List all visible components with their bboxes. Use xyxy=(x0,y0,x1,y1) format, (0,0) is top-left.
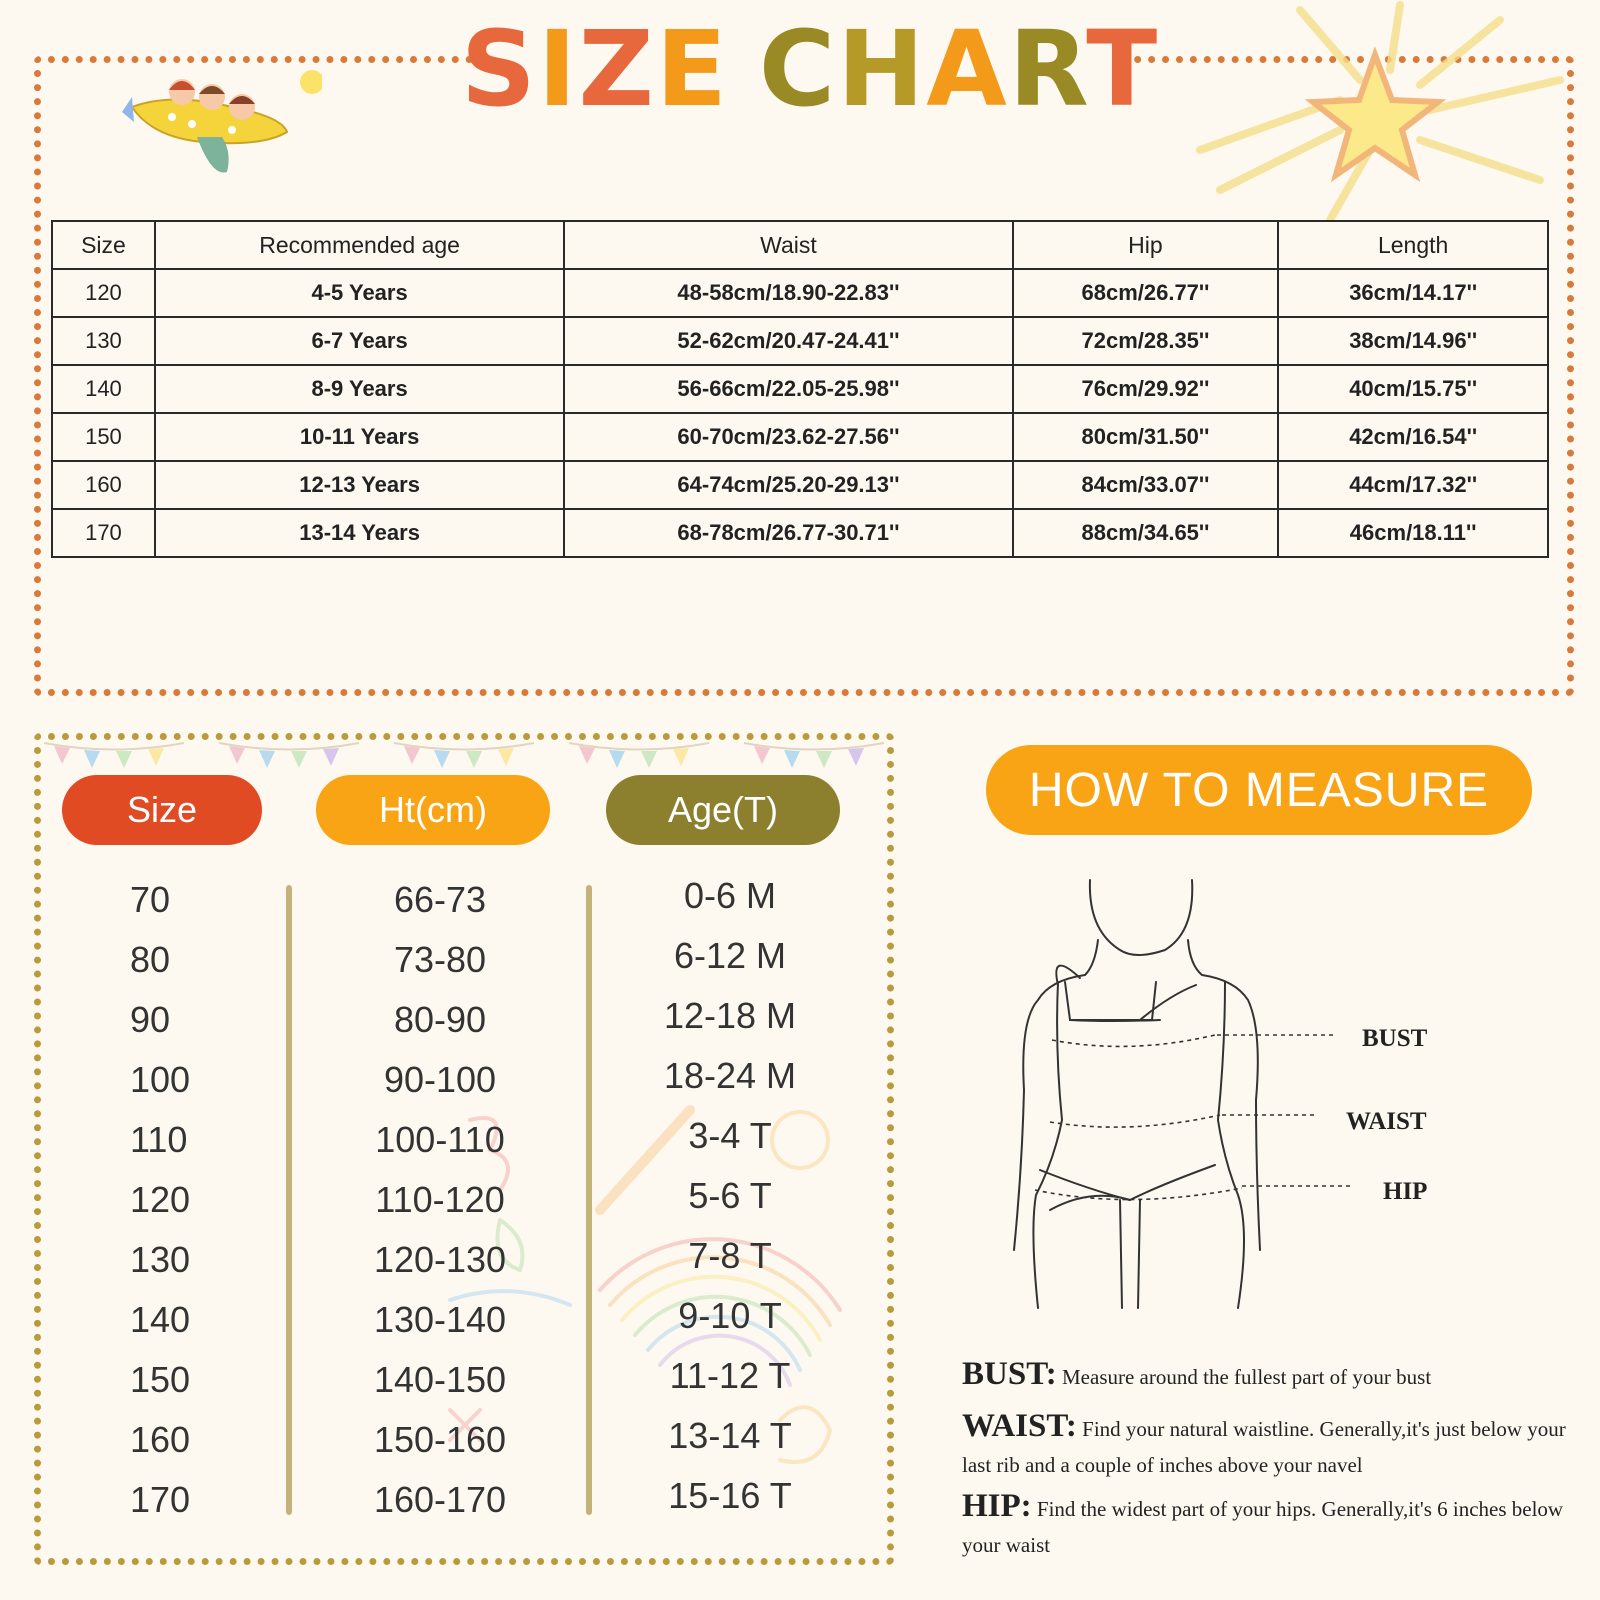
column-divider xyxy=(286,885,292,1515)
list-item: 7-8 T xyxy=(688,1235,772,1276)
hip-text: Find the widest part of your hips. Generally,it's 6 inches below your waist xyxy=(962,1497,1564,1557)
cell-length: 40cm/15.75'' xyxy=(1278,365,1548,413)
cell-length: 42cm/16.54'' xyxy=(1278,413,1548,461)
title-letter: Z xyxy=(578,8,656,130)
cell-age: 8-9 Years xyxy=(155,365,564,413)
cell-age: 6-7 Years xyxy=(155,317,564,365)
list-item: 170 xyxy=(130,1479,191,1520)
cell-hip: 84cm/33.07'' xyxy=(1013,461,1279,509)
list-item: 80-90 xyxy=(393,999,487,1040)
bunting-decoration xyxy=(44,738,884,778)
hip-label: HIP xyxy=(1383,1178,1428,1205)
table-header-row xyxy=(52,221,1548,269)
table-row xyxy=(52,365,1548,413)
hip-term: HIP: xyxy=(962,1488,1032,1524)
size-column xyxy=(130,870,240,1530)
cell-size: 170 xyxy=(52,509,155,557)
title-letter: E xyxy=(655,8,729,130)
list-item: 150 xyxy=(130,1359,191,1400)
bust-label: BUST xyxy=(1362,1025,1428,1052)
header-length: Length xyxy=(1278,221,1548,269)
how-to-measure-banner: HOW TO MEASURE xyxy=(986,745,1532,835)
waist-instruction xyxy=(962,1408,1582,1483)
cell-length: 44cm/17.32'' xyxy=(1278,461,1548,509)
waist-text: Find your natural waistline. Generally,it's just below your last rib and a couple of inches above your navel xyxy=(962,1417,1566,1477)
cell-waist: 68-78cm/26.77-30.71'' xyxy=(564,509,1012,557)
waist-label: WAIST xyxy=(1346,1108,1427,1135)
list-item: 70 xyxy=(130,879,171,920)
height-column xyxy=(340,870,540,1530)
cell-waist: 60-70cm/23.62-27.56'' xyxy=(564,413,1012,461)
cell-size: 120 xyxy=(52,269,155,317)
list-item: 150-160 xyxy=(373,1419,507,1460)
cell-size: 130 xyxy=(52,317,155,365)
title-letter: H xyxy=(837,8,927,130)
list-item: 6-12 M xyxy=(673,935,787,976)
header-waist: Waist xyxy=(564,221,1012,269)
cell-size: 160 xyxy=(52,461,155,509)
height-header-pill: Ht(cm) xyxy=(316,775,550,845)
table-row xyxy=(52,269,1548,317)
cell-hip: 68cm/26.77'' xyxy=(1013,269,1279,317)
title-letter: T xyxy=(1086,8,1160,130)
cell-hip: 76cm/29.92'' xyxy=(1013,365,1279,413)
list-item: 140 xyxy=(130,1299,191,1340)
list-item: 130-140 xyxy=(373,1299,507,1340)
list-item: 90 xyxy=(130,999,171,1040)
cell-hip: 88cm/34.65'' xyxy=(1013,509,1279,557)
list-item: 110-120 xyxy=(375,1179,505,1220)
waist-term: WAIST: xyxy=(962,1408,1077,1444)
airplane-kids-illustration xyxy=(112,52,322,182)
cell-waist: 48-58cm/18.90-22.83'' xyxy=(564,269,1012,317)
star-decoration xyxy=(1160,0,1580,230)
list-item: 11-12 T xyxy=(669,1355,791,1396)
cell-age: 12-13 Years xyxy=(155,461,564,509)
title-word-size xyxy=(461,8,729,130)
cell-waist: 64-74cm/25.20-29.13'' xyxy=(564,461,1012,509)
bust-instruction xyxy=(962,1356,1582,1395)
size-header-pill: Size xyxy=(62,775,262,845)
title-letter: C xyxy=(758,8,838,130)
list-item: 90-100 xyxy=(383,1059,497,1100)
list-item: 12-18 M xyxy=(663,995,797,1036)
title-letter: A xyxy=(926,8,1009,130)
cell-age: 13-14 Years xyxy=(155,509,564,557)
list-item: 5-6 T xyxy=(688,1175,772,1216)
list-item: 100 xyxy=(130,1059,191,1100)
cell-waist: 56-66cm/22.05-25.98'' xyxy=(564,365,1012,413)
list-item: 15-16 T xyxy=(668,1475,792,1516)
table-row xyxy=(52,461,1548,509)
title-word-chart xyxy=(759,8,1159,130)
cell-length: 46cm/18.11'' xyxy=(1278,509,1548,557)
age-header-pill: Age(T) xyxy=(606,775,840,845)
header-hip: Hip xyxy=(1013,221,1279,269)
title-letter: I xyxy=(537,8,579,130)
header-recommended-age: Recommended age xyxy=(155,221,564,269)
cell-size: 140 xyxy=(52,365,155,413)
list-item: 160 xyxy=(130,1419,191,1460)
list-item: 130 xyxy=(130,1239,191,1280)
body-outline-illustration xyxy=(1010,870,1430,1320)
cell-hip: 80cm/31.50'' xyxy=(1013,413,1279,461)
bust-term: BUST: xyxy=(962,1356,1057,1392)
list-item: 80 xyxy=(130,939,171,980)
cell-length: 36cm/14.17'' xyxy=(1278,269,1548,317)
cell-length: 38cm/14.96'' xyxy=(1278,317,1548,365)
list-item: 3-4 T xyxy=(688,1115,772,1156)
table-row xyxy=(52,317,1548,365)
list-item: 110 xyxy=(130,1119,188,1160)
cell-age: 4-5 Years xyxy=(155,269,564,317)
column-divider xyxy=(586,885,592,1515)
table-row xyxy=(52,509,1548,557)
list-item: 160-170 xyxy=(373,1479,507,1520)
header-size: Size xyxy=(52,221,155,269)
hip-instruction xyxy=(962,1488,1582,1563)
list-item: 13-14 T xyxy=(668,1415,792,1456)
list-item: 120 xyxy=(130,1179,191,1220)
bust-text: Measure around the fullest part of your bust xyxy=(1062,1365,1432,1389)
list-item: 18-24 M xyxy=(663,1055,797,1096)
list-item: 66-73 xyxy=(393,879,487,920)
age-column xyxy=(620,866,840,1526)
cell-size: 150 xyxy=(52,413,155,461)
cell-waist: 52-62cm/20.47-24.41'' xyxy=(564,317,1012,365)
cell-age: 10-11 Years xyxy=(155,413,564,461)
title-letter: S xyxy=(460,8,538,130)
table-row xyxy=(52,413,1548,461)
list-item: 73-80 xyxy=(393,939,487,980)
list-item: 100-110 xyxy=(375,1119,505,1160)
page-title xyxy=(460,8,1160,130)
list-item: 140-150 xyxy=(373,1359,507,1400)
list-item: 0-6 M xyxy=(683,875,777,916)
title-letter: R xyxy=(1008,8,1087,130)
cell-hip: 72cm/28.35'' xyxy=(1013,317,1279,365)
list-item: 9-10 T xyxy=(678,1295,782,1336)
size-table xyxy=(51,220,1549,558)
list-item: 120-130 xyxy=(373,1239,507,1280)
